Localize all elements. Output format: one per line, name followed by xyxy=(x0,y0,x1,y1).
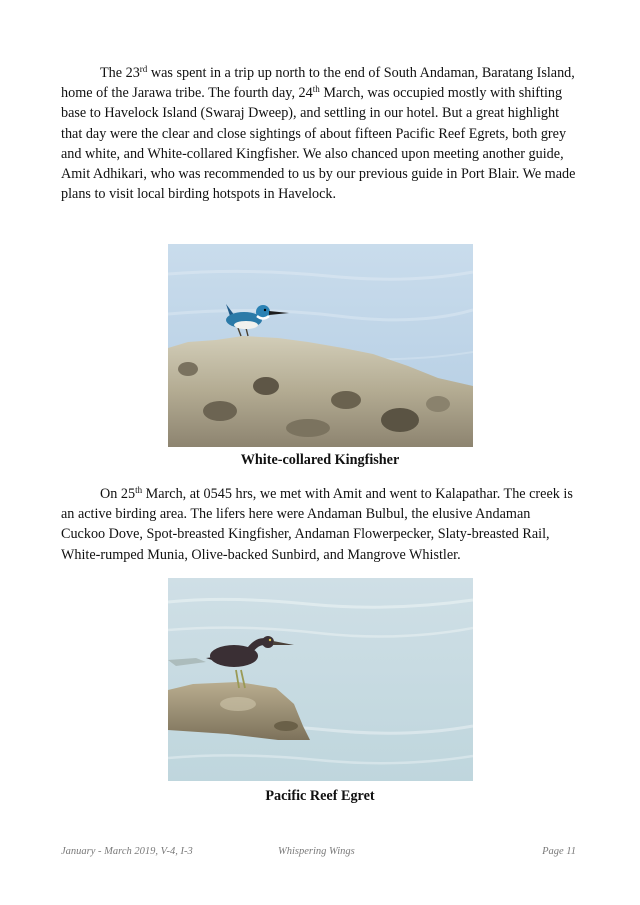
reef-egret-caption: Pacific Reef Egret xyxy=(265,788,375,804)
reef-egret-photo xyxy=(168,578,473,781)
paragraph-1-text-a: The 23 xyxy=(100,65,140,81)
kingfisher-caption: White-collared Kingfisher xyxy=(240,452,400,468)
paragraph-2 xyxy=(61,484,577,565)
paragraph-2-text-b: March, at 0545 hrs, we met with Amit and went to Kalapathar. The creek is an active birding area. The lifers here were Andaman Bulbul, the elusive Andaman Cuckoo Dove, Spot-breasted Kingfisher, Andaman Flowerpecker, Slaty-breasted Rail, White-rumped Munia, Olive-backed Sunbird, and Mangrove Whistler. xyxy=(61,486,573,563)
paragraph-1-sup-1: rd xyxy=(139,64,148,74)
footer-page-number: Page 11 xyxy=(542,846,576,857)
footer-issue: January - March 2019, V-4, I-3 xyxy=(61,846,193,857)
paragraph-1-text-b: was spent in a trip up north to the end of South Andaman, Baratang Island, home of the Jarawa tribe. The fourth day, 24 xyxy=(61,65,575,102)
paragraph-1-sup-2: th xyxy=(312,84,320,95)
paragraph-2-sup-1: th xyxy=(135,485,143,495)
paragraph-2-text-a: On 25 xyxy=(100,486,136,502)
paragraph-1-text-c: March, was occupied mostly with shifting base to Havelock Island (Swaraj Dweep), and settling in our hotel. But a great highlight that day were the clear and close sightings of about fifteen Pacific Reef Egrets, both grey and white, and White-collared Kingfisher. We also chanced upon meeting another guide, Amit Adhikari, who was recommended to us by our previous guide in Port Blair. We made plans to visit local birding hotspots in Havelock. xyxy=(61,85,576,203)
kingfisher-photo xyxy=(168,244,473,447)
footer-publication: Whispering Wings xyxy=(278,846,355,857)
paragraph-1 xyxy=(61,63,577,204)
